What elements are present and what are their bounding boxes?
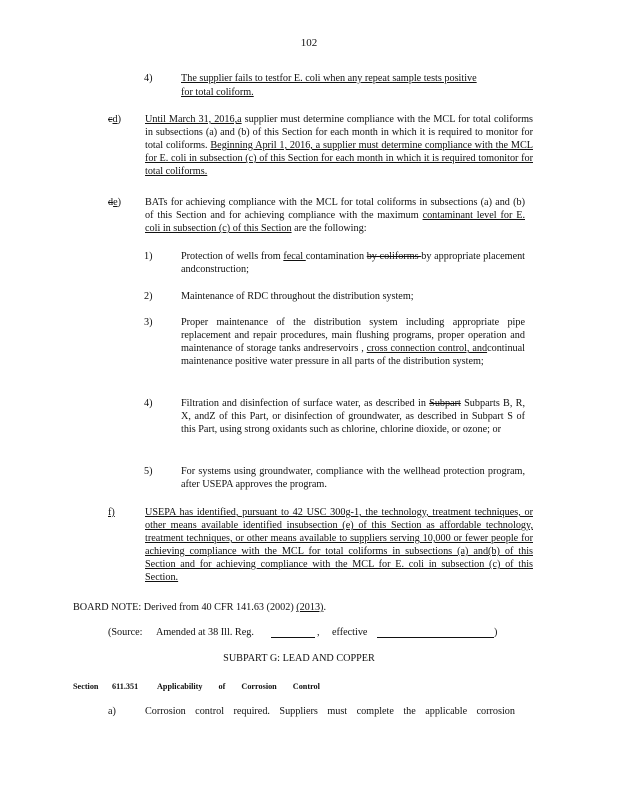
subpart-heading: SUBPART G: LEAD AND COPPER — [223, 653, 375, 664]
page-number: 102 — [300, 37, 318, 49]
para-cd-label: cd) — [108, 114, 122, 125]
para-de-text: BATs for achieving compliance with the MCL for total coliforms in subsections (a) and (b) of this Section and for achieving compliance with the maximum contaminant level for E. coli in subsection (c) of this Section are the following: — [145, 197, 525, 234]
para-f-label: f) — [108, 507, 115, 518]
para-cd-text: Until March 31, 2016,a supplier must determine compliance with the MCL for total coliforms in subsections (a) and (b) of this Section for each month in which it is required to monitor for total coliforms. Beginning April 1, 2016, a supplier must determine compliance with the MCL for E. coli in subsection (c) of this Section for each month in which it is required tomonitor for total coliforms. — [145, 114, 533, 177]
blank-effective-date — [377, 637, 494, 638]
bat-item-1-label: 1) — [144, 251, 153, 262]
inserted-text: Until March 31, 2016,a — [145, 114, 242, 125]
item-4-line-1: The supplier fails to testfor E. coli when any repeat sample tests positive — [181, 73, 477, 84]
bat-item-2-text: Maintenance of RDC throughout the distribution system; — [181, 291, 414, 302]
bat-item-4-label: 4) — [144, 398, 153, 409]
item-4-line-2: for total coliform. — [181, 87, 254, 98]
blank-register-number — [271, 637, 315, 638]
bat-item-4-text: Filtration and disinfection of surface water, as described in Subpart Subparts B, R, X, andZ of this Part, or disinfection of groundwater, as described in Subpart S of this Part, using strong oxidants such as chlorine, chlorine dioxide, or ozone; or — [181, 398, 525, 435]
inserted-text: contaminant level for E. coli in subsection (c) of this Section — [145, 210, 525, 234]
item-4-label: 4) — [144, 73, 153, 84]
bat-item-3-text: Proper maintenance of the distribution system including appropriate pipe replacement and repair procedures, main flushing programs, proper operation and maintenance of storage tanks andreservoirs , cross connection control, andcontinual maintenance positive water pressure in all parts of the distribution system; — [181, 317, 525, 367]
para-de-label: de) — [108, 197, 122, 208]
bat-item-5-text: For systems using groundwater, compliance with the wellhead protection program, after USEPA approves the program. — [181, 466, 525, 490]
bat-item-2-label: 2) — [144, 291, 153, 302]
para-a-label: a) — [108, 706, 116, 717]
inserted-text: Beginning April 1, 2016, a supplier must determine compliance with the MCL for E. coli in subsection (c) of this Section for each month in which it is required tomonitor for total coliforms. — [145, 140, 533, 177]
para-a-text: Corrosion control required. Suppliers must complete the applicable corrosion — [145, 706, 515, 717]
bat-item-3-label: 3) — [144, 317, 153, 328]
board-note: BOARD NOTE: Derived from 40 CFR 141.63 (2002) (2013). — [73, 602, 326, 613]
section-heading: Section 611.351 Applicability of Corrosion Control — [73, 682, 320, 691]
source-line: (Source: Amended at 38 Ill. Reg. , effective ) — [108, 627, 498, 638]
bat-item-5-label: 5) — [144, 466, 153, 477]
bat-item-1-text: Protection of wells from fecal contamination by coliforms by appropriate placement andconstruction; — [181, 251, 526, 275]
para-f-text: USEPA has identified, pursuant to 42 USC 300g-1, the technology, treatment techniques, or other means available identified insubsection (e) of this Section as affordable technology, treatment techniques, or other means available to suppliers serving 10,000 or fewer people for achieving compliance with the MCL for total coliforms in subsections (a) and(b) of this Section and for achieving compliance with the MCL for E. coli in subsection (c) of this Section. — [145, 507, 533, 583]
